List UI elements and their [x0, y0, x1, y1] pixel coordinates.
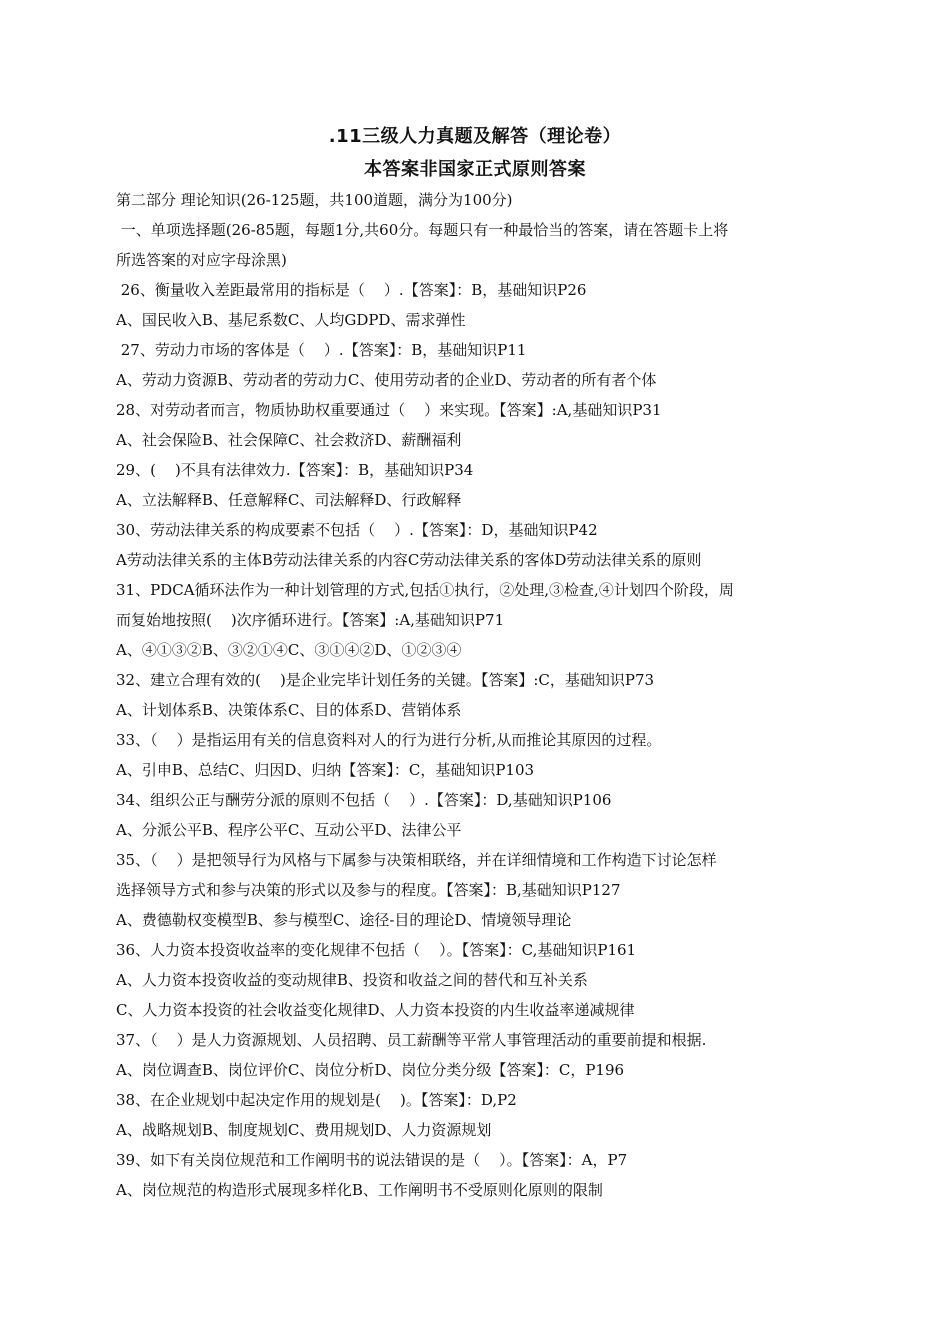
body-line: A、社会保险B、社会保障C、社会救济D、薪酬福利	[116, 431, 462, 449]
body-line: 34、组织公正与酬劳分派的原则不包括（ ）.【答案】：D,基础知识P106	[116, 791, 612, 809]
body-line: A、国民收入B、基尼系数C、人均GDPD、需求弹性	[116, 311, 466, 329]
document-subtitle: 本答案非国家正式原则答案	[364, 159, 586, 180]
body-line: 选择领导方式和参与决策的形式以及参与的程度。【答案】：B,基础知识P127	[116, 881, 621, 899]
body-line: A、人力资本投资收益的变动规律B、投资和收益之间的替代和互补关系	[116, 971, 588, 989]
body-line: 35、（ ）是把领导行为风格与下属参与决策相联络，并在详细情境和工作构造下讨论怎样	[116, 851, 717, 869]
body-line: C、人力资本投资的社会收益变化规律D、人力资本投资的内生收益率递减规律	[116, 1001, 635, 1019]
body-line: 27、劳动力市场的客体是（ ）.【答案】：B，基础知识P11	[116, 341, 527, 359]
body-line: 32、建立合理有效的( )是企业完毕计划任务的关键。【答案】:C，基础知识P73	[116, 671, 655, 689]
body-line: 30、劳动法律关系的构成要素不包括（ ）.【答案】：D，基础知识P42	[116, 521, 598, 539]
body-line: 39、如下有关岗位规范和工作阐明书的说法错误的是（ ）。【答案】：A，P7	[116, 1151, 628, 1169]
document-title: .11三级人力真题及解答（理论卷）	[328, 126, 622, 147]
body-line: 而复始地按照( )次序循环进行。【答案】:A,基础知识P71	[116, 611, 505, 629]
document-body	[116, 185, 840, 1205]
body-line: 26、衡量收入差距最常用的指标是（ ）.【答案】：B，基础知识P26	[116, 281, 587, 299]
body-line: A、战略规划B、制度规划C、费用规划D、人力资源规划	[116, 1121, 492, 1139]
body-line: A、岗位调查B、岗位评价C、岗位分析D、岗位分类分级【答案】：C，P196	[116, 1061, 625, 1079]
body-line: 38、在企业规划中起决定作用的规划是( )。【答案】：D,P2	[116, 1091, 517, 1109]
body-line: 28、对劳动者而言，物质协助权重要通过（ ）来实现。【答案】:A,基础知识P31	[116, 401, 662, 419]
body-line: 31、PDCA循环法作为一种计划管理的方式,包括①执行，②处理,③检查,④计划四个阶段，周	[116, 581, 734, 599]
body-line: 37、（ ）是人力资源规划、人员招聘、员工薪酬等平常人事管理活动的重要前提和根据.	[116, 1031, 707, 1049]
body-line: 所选答案的对应字母涂黑)	[116, 251, 287, 269]
body-line: A、计划体系B、决策体系C、目的体系D、营销体系	[116, 701, 462, 719]
body-line: 36、人力资本投资收益率的变化规律不包括（ ）。【答案】：C,基础知识P161	[116, 941, 637, 959]
body-line: A、分派公平B、程序公平C、互动公平D、法律公平	[116, 821, 462, 839]
body-line: A、岗位规范的构造形式展现多样化B、工作阐明书不受原则化原则的限制	[116, 1181, 603, 1199]
body-line: A劳动法律关系的主体B劳动法律关系的内容C劳动法律关系的客体D劳动法律关系的原则	[116, 551, 702, 569]
body-line: A、费德勒权变模型B、参与模型C、途径-目的理论D、情境领导理论	[116, 911, 572, 929]
body-line: A、④①③②B、③②①④C、③①④②D、①②③④	[116, 641, 462, 659]
body-line: 29、( )不具有法律效力.【答案】：B，基础知识P34	[116, 461, 474, 479]
body-line: A、劳动力资源B、劳动者的劳动力C、使用劳动者的企业D、劳动者的所有者个体	[116, 371, 657, 389]
body-line: A、引申B、总结C、归因D、归纳【答案】：C，基础知识P103	[116, 761, 535, 779]
body-line: 33、（ ）是指运用有关的信息资料对人的行为进行分析,从而推论其原因的过程。	[116, 731, 662, 749]
body-line: A、立法解释B、任意解释C、司法解释D、行政解释	[116, 491, 462, 509]
body-line: 第二部分 理论知识(26-125题，共100道题，满分为100分)	[116, 191, 513, 209]
body-line: 一、单项选择题(26-85题，每题1分,共60分。每题只有一种最恰当的答案，请在答题卡上将	[116, 221, 729, 239]
